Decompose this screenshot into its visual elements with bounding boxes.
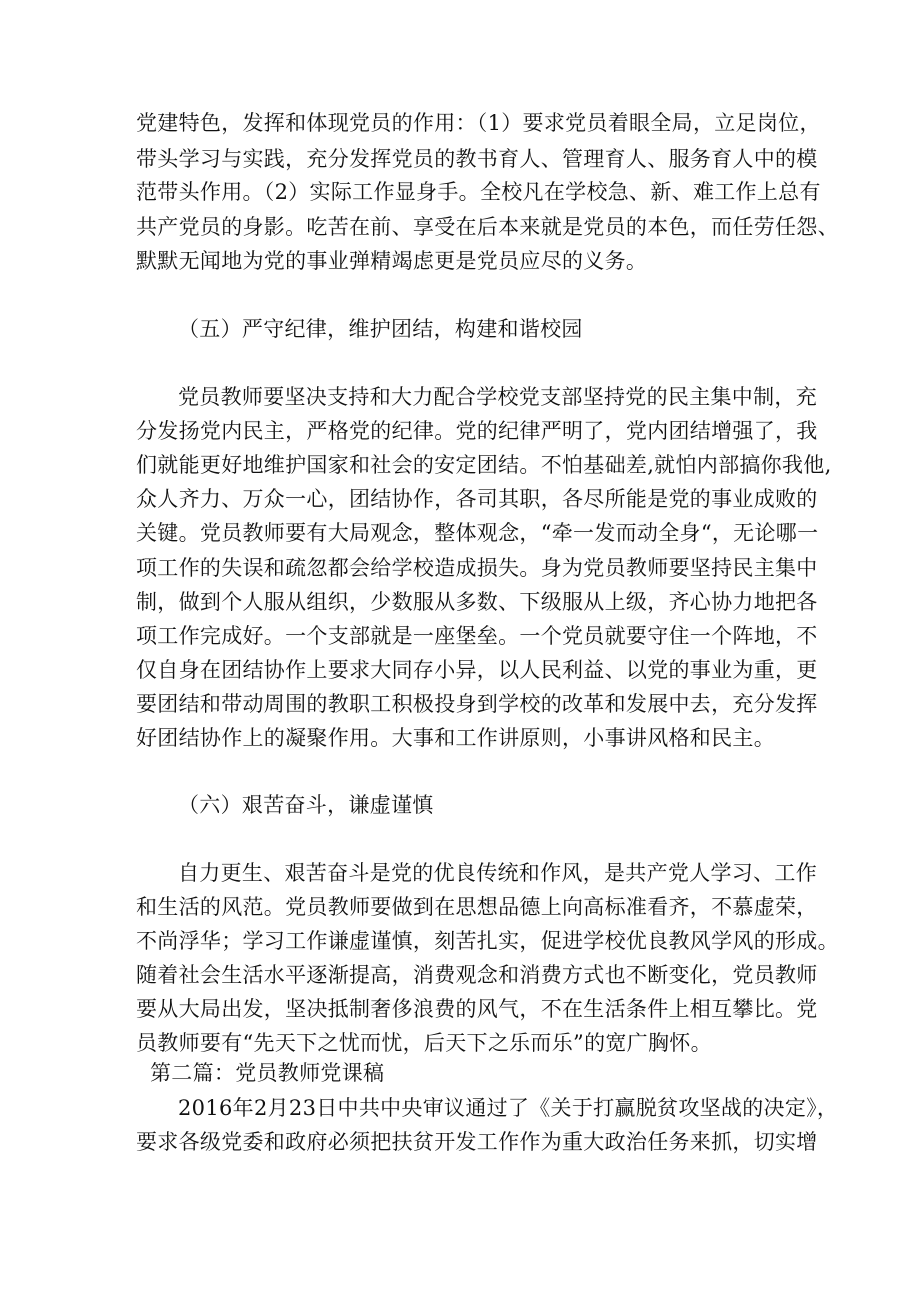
- paragraph-line: 和生活的风范。党员教师要做到在思想品德上向高标准看齐，不慕虚荣，: [136, 895, 818, 919]
- paragraph-line: 分发扬党内民主，严格党的纪律。党的纪律严明了，党内团结增强了，我: [136, 419, 818, 443]
- paragraph-line: 范带头作用。（2）实际工作显身手。全校凡在学校急、新、难工作上总有: [136, 180, 821, 204]
- paragraph-line: 项工作完成好。一个支部就是一座堡垒。一个党员就要守住一个阵地，不: [136, 624, 818, 648]
- paragraph-line: 员教师要有“先天下之忧而忧，后天下之乐而乐”的宽广胸怀。: [136, 1031, 712, 1055]
- paragraph-line: 好团结协作上的凝聚作用。大事和工作讲原则，小事讲风格和民主。: [136, 726, 775, 750]
- section-heading: （六）艰苦奋斗，谦虚谨慎: [178, 793, 434, 817]
- paragraph-line: 不尚浮华；学习工作谦虚谨慎，刻苦扎实，促进学校优良教风学风的形成。: [136, 929, 839, 953]
- paragraph-line: 2016年2月23日中共中央审议通过了《关于打赢脱贫攻坚战的决定》，: [178, 1096, 839, 1120]
- section-title: 第二篇：党员教师党课稿: [150, 1061, 385, 1085]
- paragraph-line: 自力更生、艰苦奋斗是党的优良传统和作风，是共产党人学习、工作: [178, 861, 817, 885]
- paragraph-line: 随着社会生活水平逐渐提高，消费观念和消费方式也不断变化，党员教师: [136, 963, 818, 987]
- paragraph-line: 要团结和带动周围的教职工积极投身到学校的改革和发展中去，充分发挥: [136, 692, 818, 716]
- paragraph-line: 项工作的失误和疏忽都会给学校造成损失。身为党员教师要坚持民主集中: [136, 556, 818, 580]
- paragraph-line: 共产党员的身影。吃苦在前、享受在后本来就是党员的本色，而任劳任怨、: [136, 215, 839, 239]
- paragraph-line: 制，做到个人服从组织，少数服从多数、下级服从上级，齐心协力地把各: [136, 590, 818, 614]
- paragraph-line: 要从大局出发，坚决抵制奢侈浪费的风气，不在生活条件上相互攀比。党: [136, 997, 818, 1021]
- paragraph-line: 关键。党员教师要有大局观念，整体观念，“牵一发而动全身“，无论哪一: [136, 521, 819, 545]
- paragraph-line: 仅自身在团结协作上要求大同存小异，以人民利益、以党的事业为重，更: [136, 658, 818, 682]
- section-heading: （五）严守纪律，维护团结，构建和谐校园: [178, 317, 583, 341]
- paragraph-line: 带头学习与实践，充分发挥党员的教书育人、管理育人、服务育人中的模: [136, 147, 818, 171]
- paragraph-line: 们就能更好地维护国家和社会的安定团结。不怕基础差,就怕内部搞你我他,: [136, 453, 832, 477]
- paragraph-line: 要求各级党委和政府必须把扶贫开发工作作为重大政治任务来抓，切实增: [136, 1130, 818, 1154]
- paragraph-line: 默默无闻地为党的事业弹精竭虑更是党员应尽的义务。: [136, 249, 648, 273]
- paragraph-line: 众人齐力、万众一心，团结协作，各司其职，各尽所能是党的事业成败的: [136, 487, 818, 511]
- paragraph-line: 党建特色，发挥和体现党员的作用：（1）要求党员着眼全局，立足岗位，: [136, 111, 821, 135]
- paragraph-line: 党员教师要坚决支持和大力配合学校党支部坚持党的民主集中制，充: [178, 385, 817, 409]
